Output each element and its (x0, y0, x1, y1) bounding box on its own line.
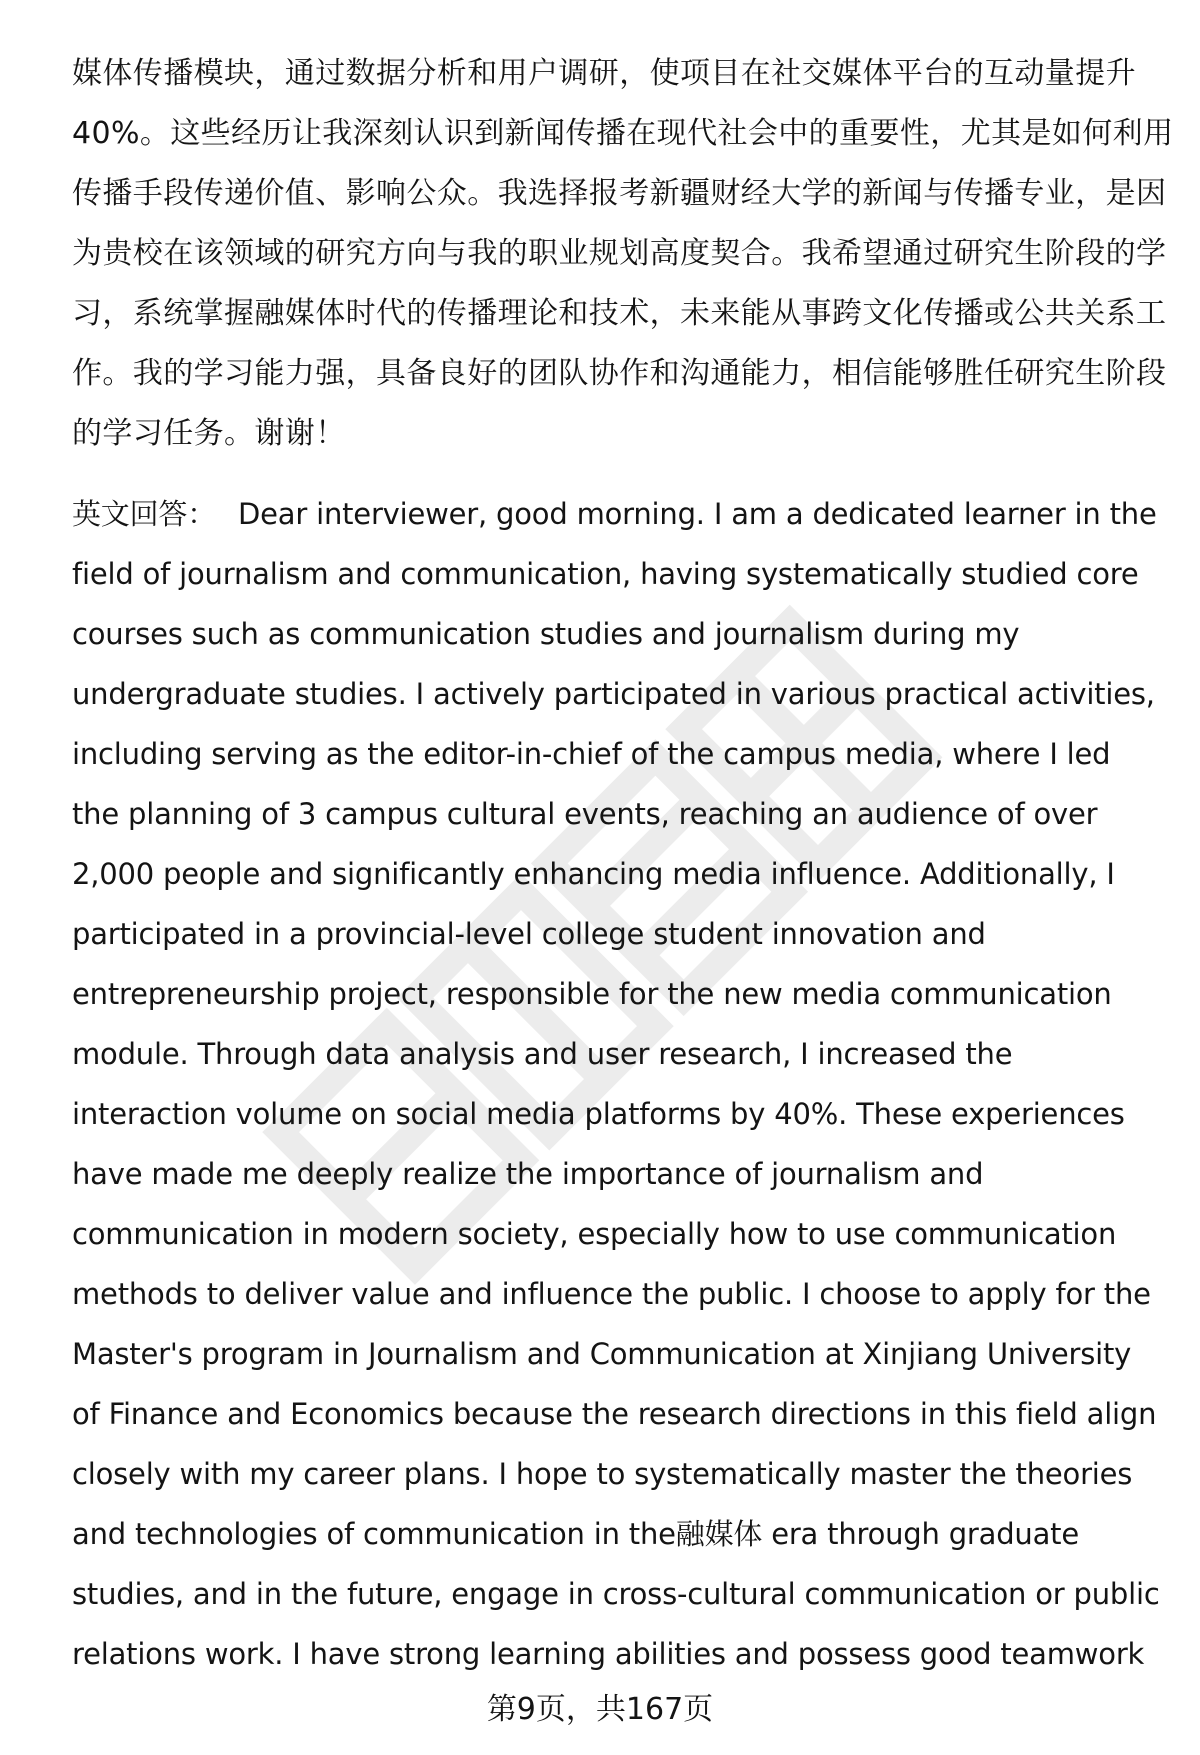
english-paragraph-line: Master's program in Journalism and Communication at Xinjiang University (72, 1337, 1132, 1371)
chinese-paragraph-line: 媒体传播模块，通过数据分析和用户调研，使项目在社交媒体平台的互动量提升 (72, 56, 1136, 91)
paragraph-gap (72, 464, 1152, 484)
english-paragraph-line: 2,000 people and significantly enhancing media influence. Additionally, I (72, 857, 1115, 891)
chinese-paragraph-line: 的学习任务。谢谢！ (72, 416, 346, 451)
english-paragraph-line: relations work. I have strong learning abilities and possess good teamwork (72, 1637, 1145, 1671)
chinese-paragraph-line: 传播手段传递价值、影响公众。我选择报考新疆财经大学的新闻与传播专业，是因 (72, 176, 1167, 211)
english-paragraph-line: methods to deliver value and influence the public. I choose to apply for the (72, 1277, 1151, 1311)
english-paragraph-first-line (72, 484, 1157, 544)
chinese-paragraph-line: 作。我的学习能力强，具备良好的团队协作和沟通能力，相信能够胜任研究生阶段 (72, 356, 1167, 391)
english-paragraph-line: closely with my career plans. I hope to systematically master the theories (72, 1457, 1133, 1491)
english-paragraph-line: have made me deeply realize the importance of journalism and (72, 1157, 984, 1191)
english-paragraph-line: communication in modern society, especially how to use communication (72, 1217, 1117, 1251)
english-paragraph-line: module. Through data analysis and user research, I increased the (72, 1037, 1013, 1071)
english-answer-label: 英文回答： (72, 497, 217, 531)
english-paragraph-line: Dear interviewer, good morning. I am a dedicated learner in the (238, 497, 1157, 531)
chinese-paragraph-line: 40%。这些经历让我深刻认识到新闻传播在现代社会中的重要性，尤其是如何利用 (72, 116, 1174, 151)
body-text (72, 44, 1174, 1684)
english-paragraph-line: undergraduate studies. I actively participated in various practical activities, (72, 677, 1155, 711)
english-paragraph-line: studies, and in the future, engage in cross-cultural communication or public (72, 1577, 1160, 1611)
chinese-paragraph-line: 习，系统掌握融媒体时代的传播理论和技术，未来能从事跨文化传播或公共关系工 (72, 296, 1167, 331)
english-paragraph-line: the planning of 3 campus cultural events, reaching an audience of over (72, 797, 1098, 831)
english-paragraph-line: participated in a provincial-level college student innovation and (72, 917, 986, 951)
page-number-footer: 第9页，共167页 (486, 1692, 714, 1727)
english-paragraph-line: courses such as communication studies and journalism during my (72, 617, 1020, 651)
english-paragraph-line: entrepreneurship project, responsible for the new media communication (72, 977, 1112, 1011)
english-paragraph-line: including serving as the editor-in-chief of the campus media, where I led (72, 737, 1111, 771)
english-paragraph-line: interaction volume on social media platforms by 40%. These experiences (72, 1097, 1125, 1131)
english-paragraph-line: field of journalism and communication, having systematically studied core (72, 557, 1139, 591)
english-paragraph-line: and technologies of communication in the融媒体 era through graduate (72, 1517, 1079, 1551)
chinese-paragraph-line: 为贵校在该领域的研究方向与我的职业规划高度契合。我希望通过研究生阶段的学 (72, 236, 1167, 271)
english-paragraph-line: of Finance and Economics because the research directions in this field align (72, 1397, 1157, 1431)
chinese-answer-paragraph (72, 44, 1174, 464)
english-answer-paragraph (72, 484, 1160, 1684)
